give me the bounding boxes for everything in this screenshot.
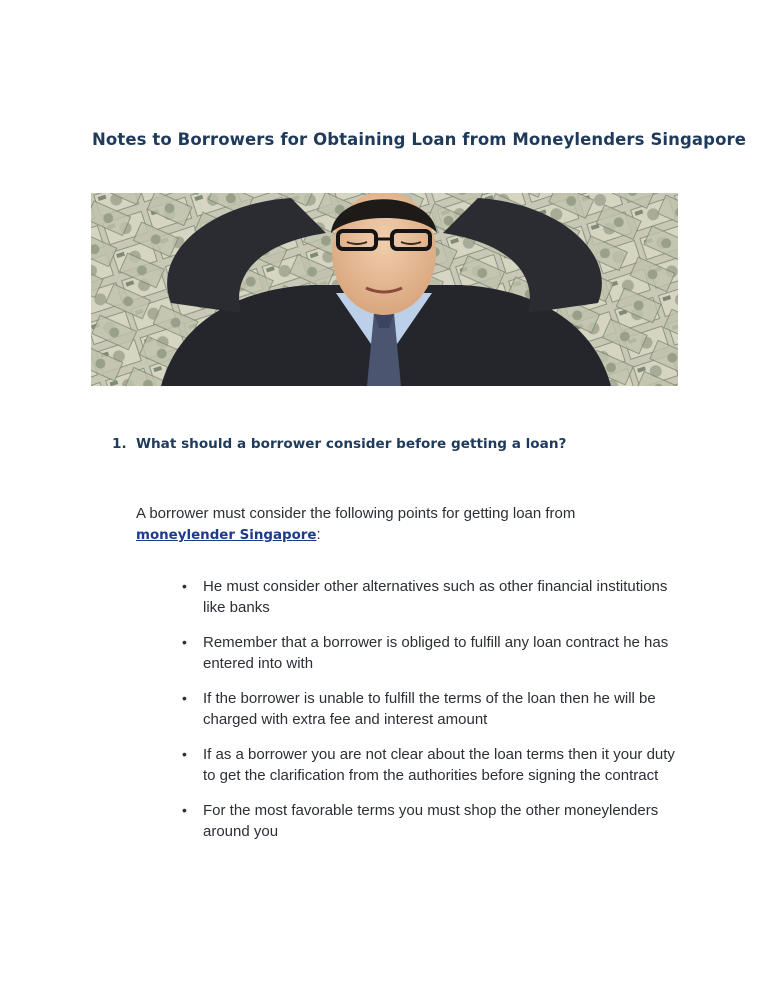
intro-text: A borrower must consider the following points for getting loan from — [136, 505, 576, 522]
list-item-text: Remember that a borrower is obliged to fulfill any loan contract he has entered into with — [203, 634, 669, 672]
list-item — [176, 576, 676, 618]
list-item — [176, 744, 676, 786]
bullet-icon: • — [182, 578, 187, 594]
list-item-text: If as a borrower you are not clear about the loan terms then it your duty to get the clarification from the authorities before signing the contract — [203, 746, 675, 784]
section-heading — [112, 436, 566, 452]
bullet-icon: • — [182, 690, 187, 706]
list-item-text: If the borrower is unable to fulfill the terms of the loan then he will be charged with extra fee and interest amount — [203, 690, 656, 728]
list-item — [176, 800, 676, 842]
intro-paragraph — [136, 503, 656, 546]
list-item — [176, 688, 676, 730]
bullet-icon: • — [182, 746, 187, 762]
bullet-icon: • — [182, 802, 187, 818]
document-title: Notes to Borrowers for Obtaining Loan from Moneylenders Singapore — [92, 130, 747, 149]
list-item-text: For the most favorable terms you must shop the other moneylenders around you — [203, 802, 659, 840]
bullet-icon: • — [182, 634, 187, 650]
moneylender-singapore-link[interactable]: moneylender Singapore — [136, 528, 317, 543]
section-number: 1. — [112, 436, 127, 452]
hero-illustration — [91, 193, 678, 386]
considerations-list — [176, 576, 676, 856]
list-item — [176, 632, 676, 674]
list-item-text: He must consider other alternatives such as other financial institutions like banks — [203, 578, 668, 616]
section-heading-text: What should a borrower consider before getting a loan? — [136, 436, 567, 452]
intro-suffix: : — [316, 526, 321, 543]
hero-image — [91, 193, 678, 386]
